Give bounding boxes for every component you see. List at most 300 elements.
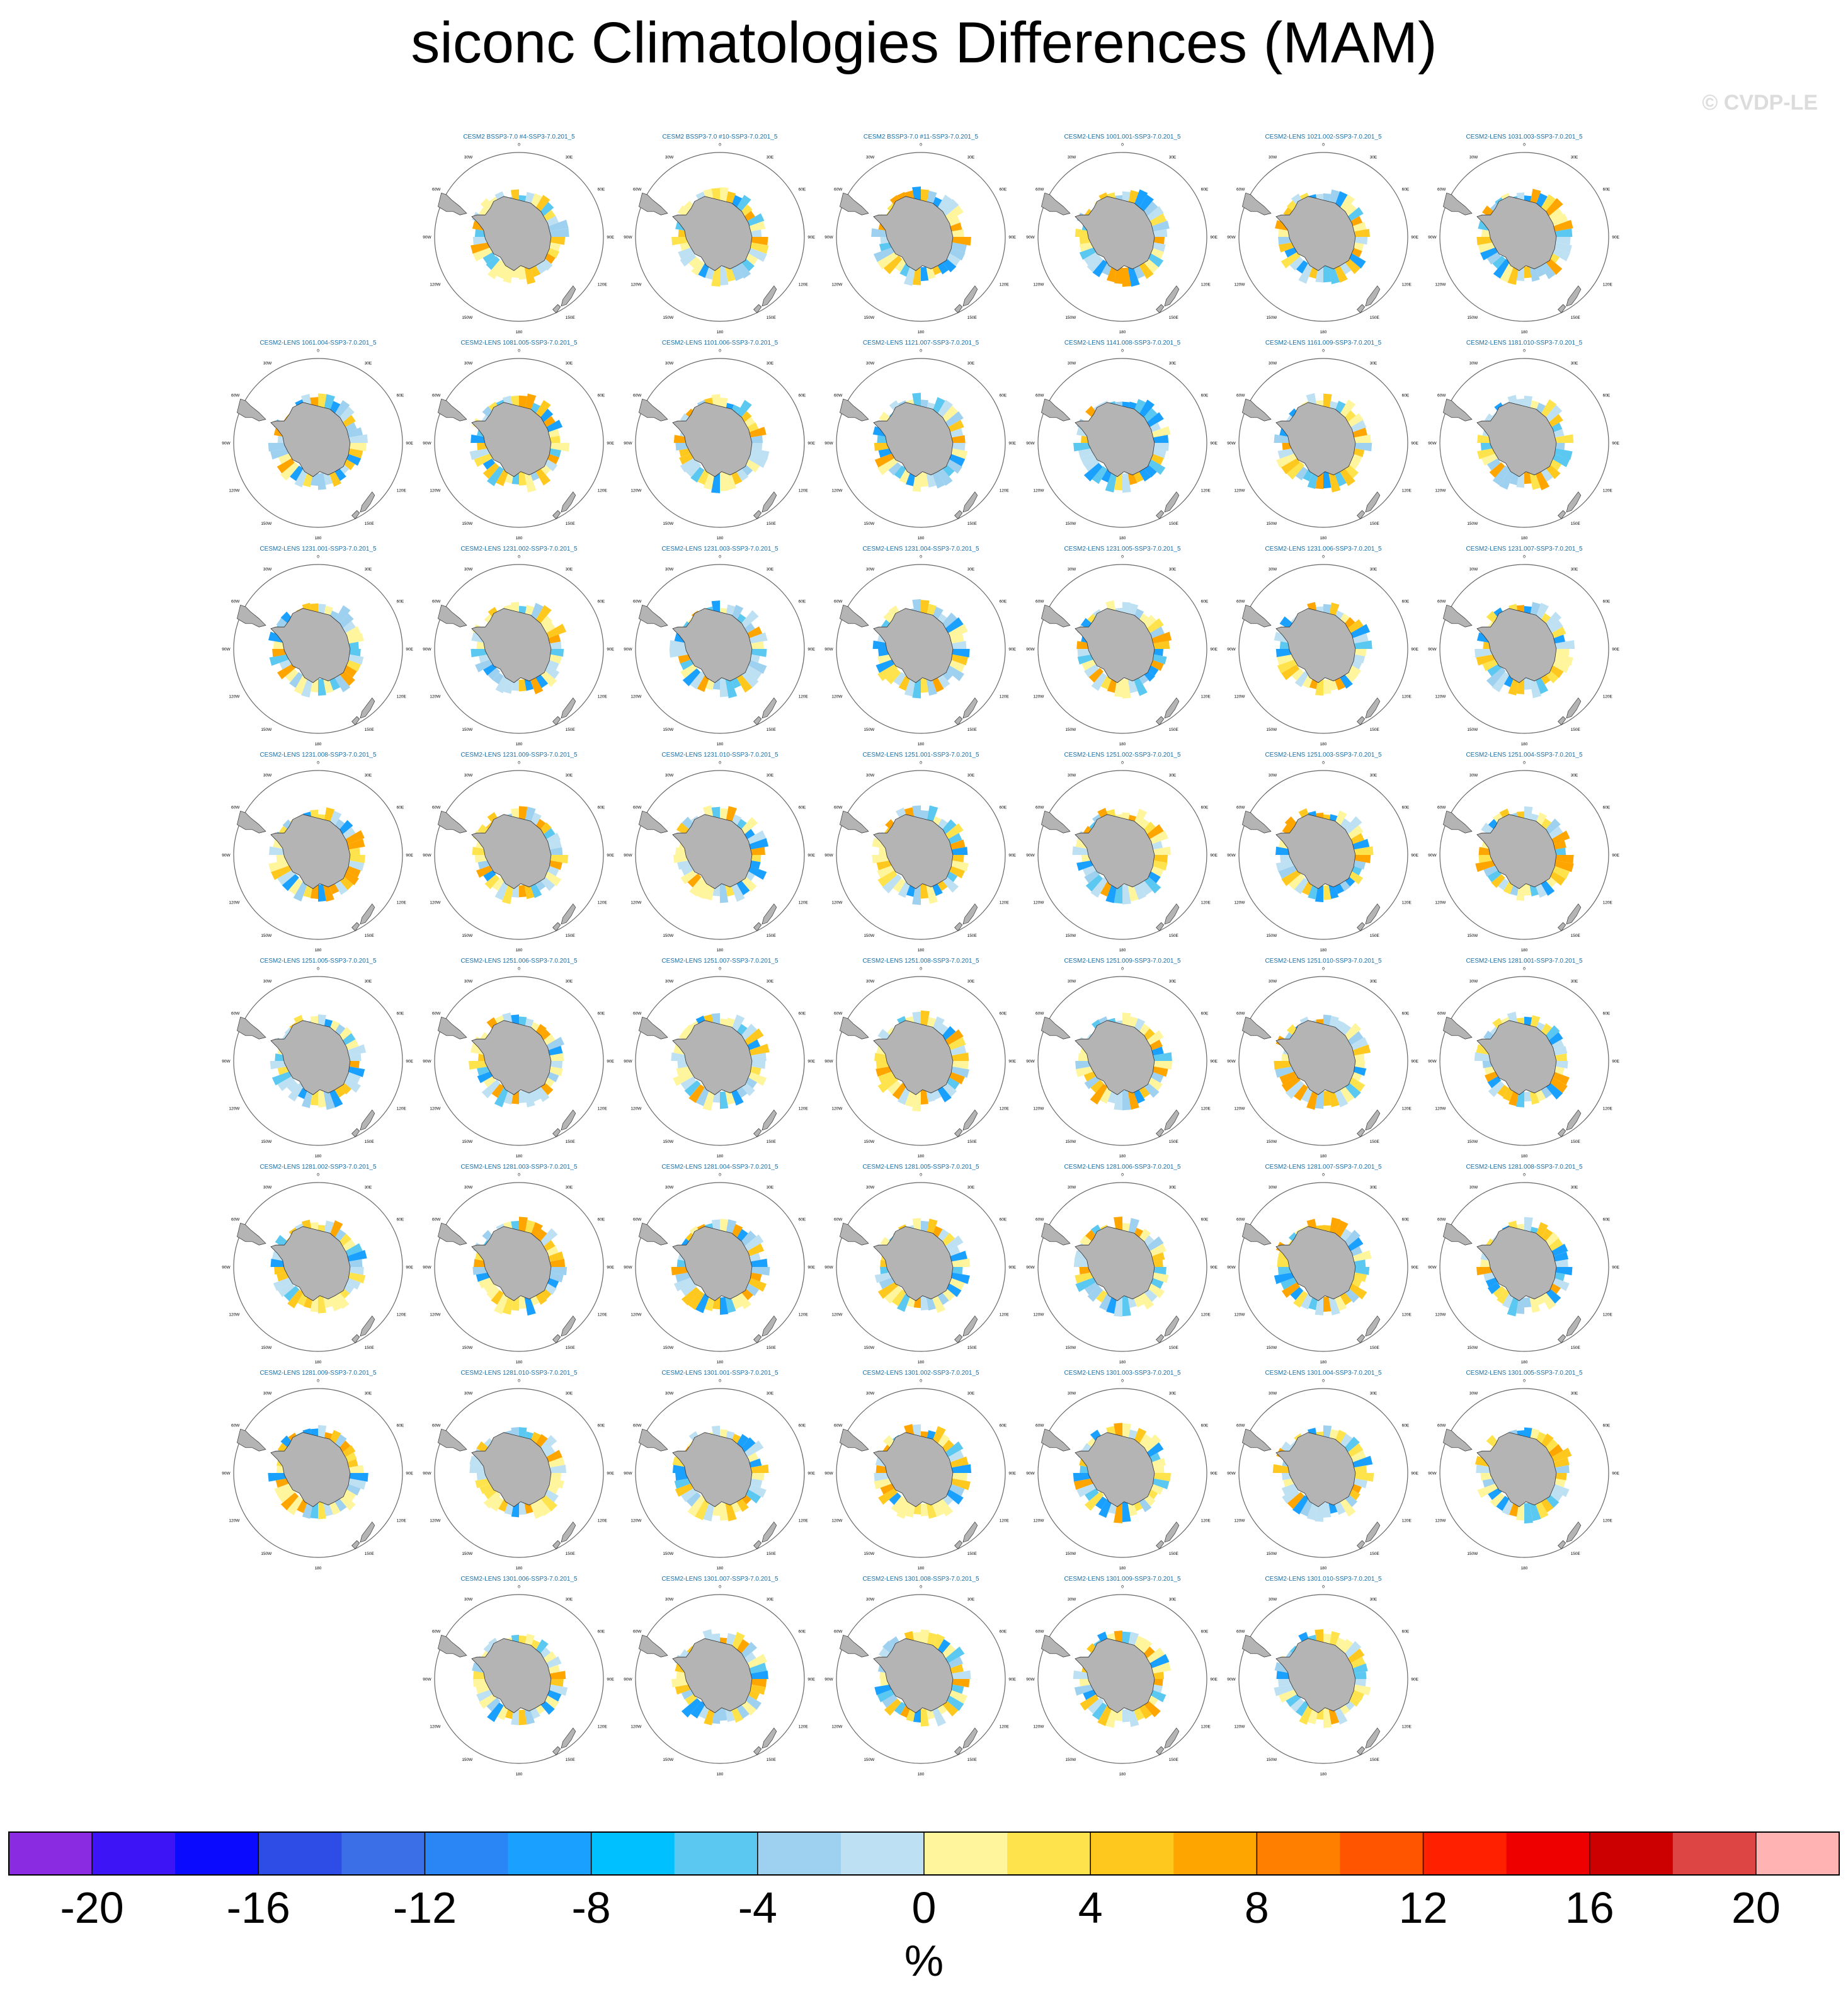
longitude-label: 90E — [1411, 853, 1418, 858]
longitude-label: 30W — [464, 361, 473, 366]
map-panel — [1227, 1164, 1418, 1365]
longitude-label: 150E — [364, 1551, 374, 1556]
panel-title: CESM2-LENS 1081.005-SSP3-7.0.201_5 — [460, 340, 578, 347]
longitude-label: 120E — [1401, 1312, 1412, 1317]
longitude-label: 0 — [1121, 760, 1124, 765]
longitude-label: 0 — [920, 554, 922, 559]
longitude-label: 30E — [766, 1185, 774, 1190]
longitude-label: 90W — [423, 1059, 431, 1064]
longitude-label: 60E — [798, 805, 806, 810]
longitude-label: 60E — [597, 393, 605, 398]
longitude-label: 30W — [1067, 155, 1076, 160]
longitude-label: 180 — [917, 329, 925, 335]
longitude-label: 150W — [663, 1139, 674, 1144]
map-panel — [824, 1370, 1016, 1571]
map-panel — [222, 752, 413, 953]
longitude-label: 90E — [1210, 1265, 1218, 1270]
longitude-label: 60E — [798, 393, 806, 398]
panel-title: CESM2-LENS 1121.007-SSP3-7.0.201_5 — [862, 340, 979, 347]
panel-title: CESM2-LENS 1231.004-SSP3-7.0.201_5 — [862, 546, 979, 553]
longitude-label: 30W — [464, 155, 473, 160]
longitude-label: 60W — [1035, 805, 1044, 810]
longitude-label: 120W — [1234, 488, 1245, 493]
longitude-label: 120E — [1401, 1106, 1412, 1111]
longitude-label: 120E — [396, 488, 406, 493]
longitude-label: 90W — [423, 1677, 431, 1682]
longitude-label: 150E — [565, 1139, 575, 1144]
longitude-label: 120W — [1033, 900, 1044, 905]
map-panel — [624, 546, 815, 747]
colorbar-swatch — [1507, 1832, 1590, 1875]
longitude-label: 120W — [430, 488, 441, 493]
longitude-label: 150E — [967, 933, 977, 938]
longitude-label: 30W — [865, 1597, 875, 1602]
longitude-label: 30W — [865, 979, 875, 984]
map-panel — [1428, 958, 1619, 1159]
longitude-label: 150E — [565, 315, 575, 320]
longitude-label: 150E — [1168, 1345, 1178, 1350]
longitude-label: 120W — [630, 1106, 642, 1111]
map-panel — [1026, 134, 1218, 335]
longitude-label: 120E — [999, 1724, 1009, 1729]
longitude-label: 180 — [1119, 329, 1126, 335]
longitude-label: 150E — [1369, 1551, 1379, 1556]
longitude-label: 30W — [1268, 567, 1277, 572]
longitude-label: 120W — [1435, 900, 1446, 905]
longitude-label: 0 — [1322, 1378, 1325, 1384]
longitude-label: 30W — [1067, 361, 1076, 366]
longitude-label: 90E — [607, 1265, 614, 1270]
longitude-label: 150W — [1065, 315, 1076, 320]
longitude-label: 120E — [999, 1106, 1009, 1111]
longitude-label: 60E — [1401, 1423, 1410, 1428]
longitude-label: 30W — [1067, 1597, 1076, 1602]
longitude-label: 60E — [798, 1629, 806, 1634]
longitude-label: 0 — [1121, 142, 1124, 147]
colorbar-swatch — [258, 1832, 342, 1875]
longitude-label: 150E — [967, 1345, 977, 1350]
colorbar-tick-label: 12 — [1398, 1883, 1448, 1932]
colorbar-swatch — [508, 1832, 592, 1875]
longitude-label: 0 — [1322, 348, 1325, 353]
longitude-label: 120W — [1435, 282, 1446, 287]
longitude-label: 90W — [1428, 647, 1437, 652]
longitude-label: 30W — [263, 773, 272, 778]
longitude-label: 90E — [1612, 1265, 1619, 1270]
longitude-label: 120E — [1602, 1106, 1612, 1111]
longitude-label: 0 — [1523, 348, 1526, 353]
longitude-label: 120W — [831, 282, 843, 287]
longitude-label: 90E — [1210, 441, 1218, 446]
longitude-label: 30E — [766, 567, 774, 572]
longitude-label: 90W — [222, 1471, 231, 1476]
longitude-label: 60W — [1035, 393, 1044, 398]
longitude-label: 0 — [1121, 554, 1124, 559]
longitude-label: 180 — [716, 1360, 724, 1365]
longitude-label: 60E — [396, 1011, 404, 1016]
longitude-label: 120W — [1234, 1518, 1245, 1523]
longitude-label: 150W — [1065, 1345, 1076, 1350]
longitude-label: 180 — [314, 1566, 322, 1571]
longitude-label: 90E — [807, 853, 815, 858]
longitude-label: 30E — [967, 773, 975, 778]
longitude-label: 150W — [261, 1551, 272, 1556]
longitude-label: 90W — [1227, 853, 1236, 858]
longitude-label: 60W — [633, 393, 642, 398]
map-panel — [1428, 340, 1619, 541]
longitude-label: 120E — [1201, 1106, 1211, 1111]
map-panel — [423, 1164, 614, 1365]
longitude-label: 120E — [1401, 282, 1412, 287]
longitude-label: 180 — [1320, 1566, 1327, 1571]
panel-title: CESM2-LENS 1231.009-SSP3-7.0.201_5 — [460, 752, 578, 759]
longitude-label: 60E — [597, 1217, 605, 1222]
longitude-label: 150W — [1266, 1551, 1277, 1556]
longitude-label: 30W — [664, 773, 674, 778]
longitude-label: 120E — [798, 1106, 808, 1111]
longitude-label: 90W — [1026, 441, 1035, 446]
map-panel — [1026, 752, 1218, 953]
longitude-label: 60E — [1201, 599, 1209, 604]
longitude-label: 150E — [766, 727, 776, 732]
longitude-label: 90W — [1428, 441, 1437, 446]
panel-title: CESM2-LENS 1231.006-SSP3-7.0.201_5 — [1265, 546, 1382, 553]
longitude-label: 120W — [229, 488, 240, 493]
longitude-label: 90E — [1008, 1265, 1016, 1270]
panel-title: CESM2-LENS 1281.002-SSP3-7.0.201_5 — [260, 1164, 377, 1171]
longitude-label: 30W — [664, 979, 674, 984]
longitude-label: 180 — [515, 536, 523, 541]
longitude-label: 150W — [462, 1345, 473, 1350]
copyright-watermark: © CVDP-LE — [1702, 91, 1818, 115]
longitude-label: 150W — [261, 521, 272, 526]
longitude-label: 150W — [1467, 727, 1478, 732]
longitude-label: 90W — [1428, 1265, 1437, 1270]
longitude-label: 90W — [1026, 1059, 1035, 1064]
panel-title: CESM2-LENS 1181.010-SSP3-7.0.201_5 — [1466, 340, 1583, 347]
longitude-label: 60E — [597, 599, 605, 604]
longitude-label: 0 — [1523, 1172, 1526, 1177]
longitude-label: 60E — [1602, 599, 1611, 604]
longitude-label: 150E — [1570, 521, 1580, 526]
longitude-label: 180 — [515, 1772, 523, 1777]
longitude-label: 180 — [716, 1154, 724, 1159]
longitude-label: 0 — [1121, 966, 1124, 971]
longitude-label: 30W — [263, 567, 272, 572]
longitude-label: 90E — [607, 441, 614, 446]
longitude-label: 60E — [999, 1423, 1007, 1428]
longitude-label: 120W — [831, 1724, 843, 1729]
longitude-label: 90E — [1411, 1059, 1418, 1064]
longitude-label: 30W — [1469, 979, 1478, 984]
longitude-label: 90E — [607, 1471, 614, 1476]
longitude-label: 30E — [565, 1391, 573, 1396]
longitude-label: 120E — [597, 694, 607, 699]
longitude-label: 60W — [633, 1423, 642, 1428]
longitude-label: 60W — [1236, 1423, 1245, 1428]
longitude-label: 90E — [1210, 1677, 1218, 1682]
longitude-label: 90E — [1612, 441, 1619, 446]
longitude-label: 150W — [1467, 521, 1478, 526]
longitude-label: 150W — [1467, 1551, 1478, 1556]
longitude-label: 60W — [633, 1629, 642, 1634]
colorbar-tick-label: -20 — [60, 1883, 124, 1932]
longitude-label: 0 — [518, 760, 520, 765]
longitude-label: 90W — [624, 441, 632, 446]
longitude-label: 0 — [920, 1378, 922, 1384]
longitude-label: 0 — [317, 1378, 319, 1384]
longitude-label: 150E — [1570, 1345, 1580, 1350]
longitude-label: 60W — [1437, 599, 1446, 604]
longitude-label: 60W — [633, 187, 642, 192]
longitude-label: 30E — [967, 567, 975, 572]
longitude-label: 60E — [999, 1629, 1007, 1634]
longitude-label: 120E — [1602, 900, 1612, 905]
longitude-label: 30W — [1067, 1185, 1076, 1190]
longitude-label: 120E — [1401, 694, 1412, 699]
longitude-label: 60E — [798, 1423, 806, 1428]
map-panel — [1227, 340, 1418, 541]
longitude-label: 60E — [396, 1217, 404, 1222]
longitude-label: 180 — [716, 536, 724, 541]
longitude-label: 30W — [664, 1597, 674, 1602]
longitude-label: 90W — [1227, 235, 1236, 240]
panel-title: CESM2-LENS 1251.005-SSP3-7.0.201_5 — [260, 958, 377, 965]
longitude-label: 120E — [1602, 488, 1612, 493]
longitude-label: 60W — [432, 393, 441, 398]
longitude-label: 90E — [607, 853, 614, 858]
colorbar-swatch — [341, 1832, 425, 1875]
map-panel — [824, 134, 1016, 335]
panel-title: CESM2-LENS 1231.002-SSP3-7.0.201_5 — [460, 546, 578, 553]
longitude-label: 150E — [1570, 315, 1580, 320]
longitude-label: 150W — [462, 727, 473, 732]
longitude-label: 150W — [1266, 933, 1277, 938]
longitude-label: 0 — [1322, 142, 1325, 147]
longitude-label: 90W — [1227, 1059, 1236, 1064]
longitude-label: 90E — [807, 1471, 815, 1476]
longitude-label: 0 — [719, 1378, 721, 1384]
longitude-label: 30E — [1570, 979, 1578, 984]
longitude-label: 90E — [406, 1059, 413, 1064]
longitude-label: 90W — [624, 1471, 632, 1476]
panel-title: CESM2-LENS 1301.005-SSP3-7.0.201_5 — [1466, 1370, 1583, 1377]
longitude-label: 120W — [1033, 1724, 1044, 1729]
longitude-label: 120E — [396, 1106, 406, 1111]
longitude-label: 60E — [1201, 1011, 1209, 1016]
longitude-label: 150E — [1168, 521, 1178, 526]
longitude-label: 120E — [1401, 1518, 1412, 1523]
longitude-label: 0 — [920, 760, 922, 765]
longitude-label: 90W — [624, 1059, 632, 1064]
longitude-label: 180 — [314, 1360, 322, 1365]
longitude-label: 150W — [1266, 521, 1277, 526]
longitude-label: 0 — [518, 1378, 520, 1384]
longitude-label: 150E — [1168, 727, 1178, 732]
longitude-label: 90W — [824, 853, 833, 858]
colorbar-swatch — [1340, 1832, 1423, 1875]
longitude-label: 150W — [663, 1345, 674, 1350]
longitude-label: 30W — [1268, 361, 1277, 366]
colorbar-swatch — [175, 1832, 259, 1875]
longitude-label: 150E — [766, 1757, 776, 1762]
longitude-label: 60E — [597, 187, 605, 192]
longitude-label: 60E — [396, 599, 404, 604]
longitude-label: 150E — [565, 727, 575, 732]
longitude-label: 60W — [633, 1011, 642, 1016]
longitude-label: 60E — [798, 1011, 806, 1016]
longitude-label: 60E — [798, 599, 806, 604]
longitude-label: 120E — [597, 488, 607, 493]
longitude-label: 90E — [1612, 235, 1619, 240]
longitude-label: 30E — [565, 155, 573, 160]
longitude-label: 90E — [607, 1059, 614, 1064]
longitude-label: 150E — [364, 933, 374, 938]
longitude-label: 120W — [831, 900, 843, 905]
longitude-label: 150W — [663, 1551, 674, 1556]
longitude-label: 90W — [1026, 647, 1035, 652]
longitude-label: 120W — [430, 900, 441, 905]
colorbar-swatch — [924, 1832, 1008, 1875]
longitude-label: 180 — [1320, 1360, 1327, 1365]
map-panel — [1026, 958, 1218, 1159]
longitude-label: 150W — [663, 521, 674, 526]
longitude-label: 120E — [999, 900, 1009, 905]
longitude-label: 90W — [1227, 647, 1236, 652]
longitude-label: 0 — [1121, 1378, 1124, 1384]
longitude-label: 150E — [967, 1139, 977, 1144]
longitude-label: 60E — [597, 1423, 605, 1428]
longitude-label: 30E — [364, 1391, 372, 1396]
longitude-label: 150E — [1369, 1345, 1379, 1350]
longitude-label: 120E — [396, 694, 406, 699]
longitude-label: 120E — [1201, 1724, 1211, 1729]
longitude-label: 60E — [1401, 1011, 1410, 1016]
longitude-label: 150E — [364, 727, 374, 732]
longitude-label: 60W — [231, 1423, 240, 1428]
map-panel — [824, 958, 1016, 1159]
longitude-label: 180 — [515, 1154, 523, 1159]
longitude-label: 150E — [1369, 727, 1379, 732]
chart-title: siconc Climatologies Differences (MAM) — [411, 11, 1437, 75]
longitude-label: 120W — [1435, 694, 1446, 699]
map-panel — [1227, 958, 1418, 1159]
map-panel — [624, 1164, 815, 1365]
longitude-label: 90E — [1210, 1059, 1218, 1064]
longitude-label: 30W — [664, 155, 674, 160]
longitude-label: 30E — [1369, 1185, 1377, 1190]
map-panel — [423, 1370, 614, 1571]
longitude-label: 150E — [967, 315, 977, 320]
longitude-label: 90E — [807, 441, 815, 446]
panel-title: CESM2-LENS 1101.006-SSP3-7.0.201_5 — [661, 340, 779, 347]
longitude-label: 120E — [999, 1312, 1009, 1317]
longitude-label: 30W — [1469, 155, 1478, 160]
longitude-label: 60W — [231, 1217, 240, 1222]
longitude-label: 0 — [1523, 554, 1526, 559]
panel-title: CESM2-LENS 1251.003-SSP3-7.0.201_5 — [1265, 752, 1382, 759]
longitude-label: 90E — [406, 441, 413, 446]
longitude-label: 90W — [1428, 235, 1437, 240]
longitude-label: 90E — [807, 1059, 815, 1064]
longitude-label: 60E — [1201, 187, 1209, 192]
colorbar — [0, 1827, 1848, 1994]
longitude-label: 30E — [766, 1391, 774, 1396]
longitude-label: 120W — [229, 900, 240, 905]
longitude-label: 60W — [1236, 599, 1245, 604]
map-panel — [423, 134, 614, 335]
panel-title: CESM2-LENS 1061.004-SSP3-7.0.201_5 — [260, 340, 377, 347]
longitude-label: 60E — [597, 805, 605, 810]
longitude-label: 0 — [1121, 1172, 1124, 1177]
longitude-label: 150W — [462, 1139, 473, 1144]
map-panel — [1428, 752, 1619, 953]
longitude-label: 150W — [1266, 727, 1277, 732]
longitude-label: 90W — [1428, 1059, 1437, 1064]
longitude-label: 90W — [824, 1471, 833, 1476]
longitude-label: 0 — [1322, 966, 1325, 971]
longitude-label: 90E — [1411, 235, 1418, 240]
longitude-label: 60E — [999, 393, 1007, 398]
longitude-label: 30W — [1067, 773, 1076, 778]
longitude-label: 60W — [1236, 393, 1245, 398]
longitude-label: 60E — [1602, 805, 1611, 810]
longitude-label: 0 — [1523, 1378, 1526, 1384]
longitude-label: 60E — [1401, 1217, 1410, 1222]
longitude-label: 150W — [663, 727, 674, 732]
longitude-label: 30W — [464, 1597, 473, 1602]
longitude-label: 0 — [1121, 348, 1124, 353]
colorbar-swatch — [1673, 1832, 1757, 1875]
longitude-label: 150E — [1570, 1551, 1580, 1556]
panel-title: CESM2-LENS 1231.005-SSP3-7.0.201_5 — [1064, 546, 1181, 553]
longitude-label: 120E — [597, 1106, 607, 1111]
longitude-label: 90E — [1210, 235, 1218, 240]
longitude-label: 60W — [834, 1629, 843, 1634]
colorbar-swatch — [1173, 1832, 1257, 1875]
longitude-label: 150E — [1168, 315, 1178, 320]
longitude-label: 60W — [432, 1011, 441, 1016]
longitude-label: 60W — [231, 599, 240, 604]
colorbar-swatch — [92, 1832, 176, 1875]
longitude-label: 60W — [1035, 1629, 1044, 1634]
longitude-label: 0 — [518, 348, 520, 353]
longitude-label: 90W — [824, 235, 833, 240]
longitude-label: 90W — [624, 1265, 632, 1270]
longitude-label: 120E — [999, 488, 1009, 493]
longitude-label: 30E — [1369, 361, 1377, 366]
longitude-label: 120W — [1435, 1106, 1446, 1111]
map-panel — [222, 1370, 413, 1571]
longitude-label: 90W — [1227, 1265, 1236, 1270]
colorbar-swatch — [1423, 1832, 1507, 1875]
longitude-label: 150W — [864, 1139, 875, 1144]
longitude-label: 150W — [1266, 1757, 1277, 1762]
longitude-label: 90W — [423, 1265, 431, 1270]
longitude-label: 150E — [1570, 933, 1580, 938]
map-panel — [824, 752, 1016, 953]
map-panel — [423, 546, 614, 747]
panel-title: CESM2-LENS 1251.009-SSP3-7.0.201_5 — [1064, 958, 1181, 965]
longitude-label: 150W — [1467, 1139, 1478, 1144]
longitude-label: 150E — [565, 1345, 575, 1350]
longitude-label: 120E — [1401, 900, 1412, 905]
longitude-label: 30E — [1570, 361, 1578, 366]
longitude-label: 0 — [920, 1584, 922, 1590]
map-panel — [423, 340, 614, 541]
longitude-label: 150E — [766, 1139, 776, 1144]
longitude-label: 150W — [261, 933, 272, 938]
